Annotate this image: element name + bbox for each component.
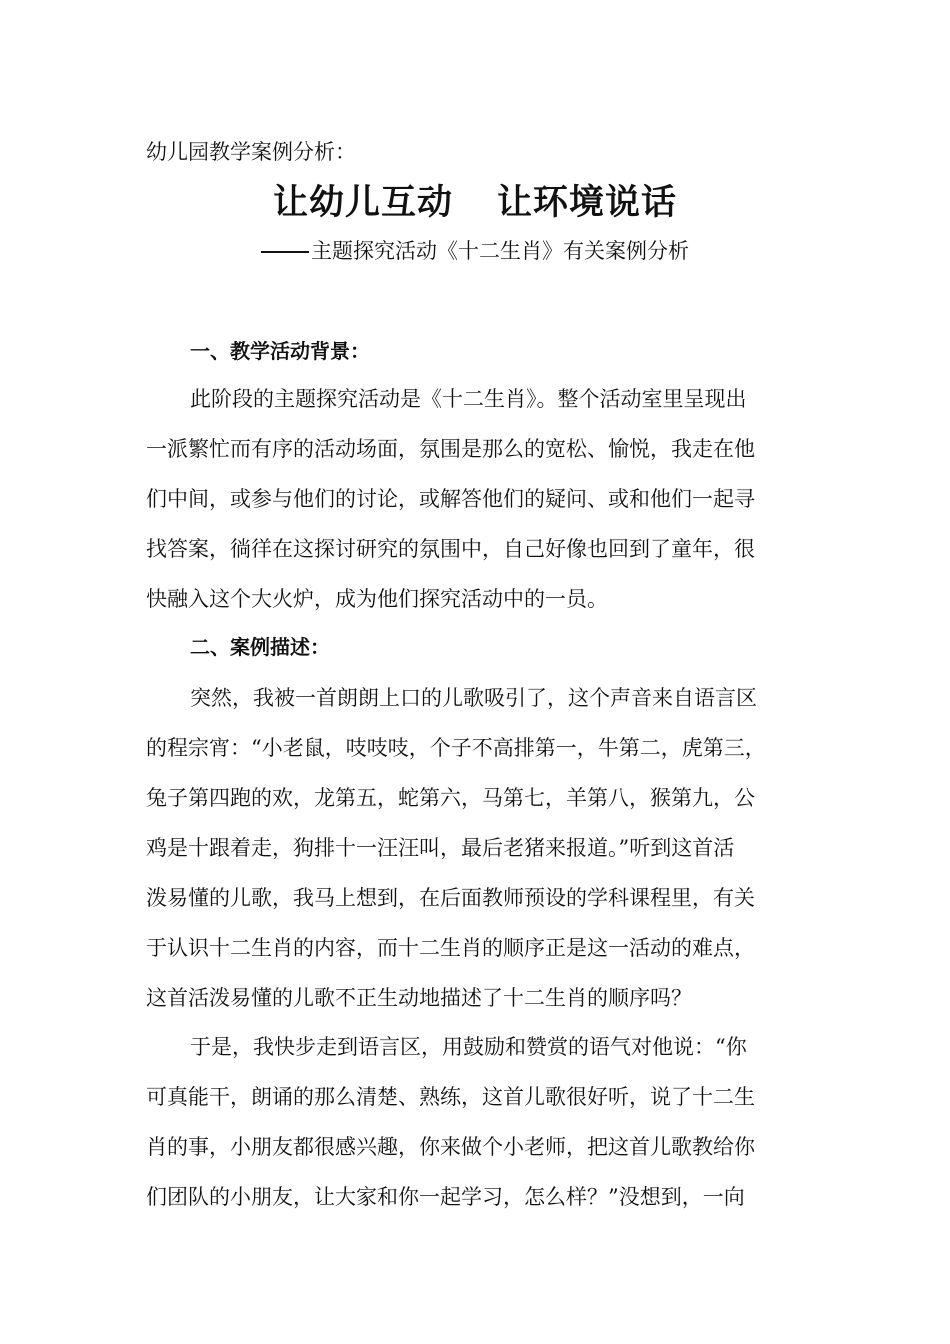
paragraph-line: 肖的事，小朋友都很感兴趣，你来做个小老师，把这首儿歌教给你 [146, 1135, 755, 1159]
paragraph-line: 于认识十二生肖的内容，而十二生肖的顺序正是这一活动的难点， [146, 936, 755, 960]
paragraph-line: 突然，我被一首朗朗上口的儿歌吸引了，这个声音来自语言区 [190, 686, 757, 710]
paragraph-line: 泼易懂的儿歌，我马上想到，在后面教师预设的学科课程里，有关 [146, 886, 755, 910]
paragraph-line: 找答案，徜徉在这探讨研究的氛围中，自己好像也回到了童年，很 [146, 537, 755, 561]
title-part-2: 让环境说话 [497, 183, 678, 223]
document-title [0, 178, 950, 228]
intro-label: 幼儿园教学案例分析： [146, 140, 356, 164]
paragraph-line: 的程宗宵：“小老鼠，吱吱吱，个子不高排第一，牛第二，虎第三， [146, 736, 766, 760]
document-subtitle [0, 236, 950, 266]
paragraph-case-1 [146, 673, 836, 1023]
paragraph-line: 这首活泼易懂的儿歌不正生动地描述了十二生肖的顺序吗？ [146, 986, 692, 1010]
paragraph-line: 们中间，或参与他们的讨论，或解答他们的疑问、或和他们一起寻 [146, 487, 755, 511]
subtitle-text: 主题探究活动《十二生肖》有关案例分析 [311, 239, 689, 263]
paragraph-line: 可真能干，朗诵的那么清楚、熟练，这首儿歌很好听，说了十二生 [146, 1085, 755, 1109]
paragraph-line: 快融入这个大火炉，成为他们探究活动中的一员。 [146, 587, 608, 611]
section-heading-background: 一、教学活动背景： [190, 339, 370, 363]
paragraph-background [146, 374, 836, 624]
paragraph-line: 鸡是十跟着走，狗排十一汪汪叫，最后老猪来报道。”听到这首活 [146, 836, 735, 860]
paragraph-line: 兔子第四跑的欢，龙第五，蛇第六，马第七，羊第八，猴第九，公 [146, 786, 755, 810]
title-part-1: 让幼儿互动 [272, 183, 453, 223]
paragraph-line: 此阶段的主题探究活动是《十二生肖》。整个活动室里呈现出 [190, 387, 747, 411]
paragraph-line: 一派繁忙而有序的活动场面，氛围是那么的宽松、愉悦，我走在他 [146, 437, 755, 461]
paragraph-line: 于是，我快步走到语言区，用鼓励和赞赏的语气对他说：“你 [190, 1035, 747, 1059]
subtitle-dash [261, 251, 309, 253]
paragraph-line: 们团队的小朋友，让大家和你一起学习，怎么样？”没想到，一向 [146, 1185, 745, 1209]
section-heading-case: 二、案例描述： [190, 635, 330, 659]
paragraph-case-2 [146, 1022, 836, 1222]
